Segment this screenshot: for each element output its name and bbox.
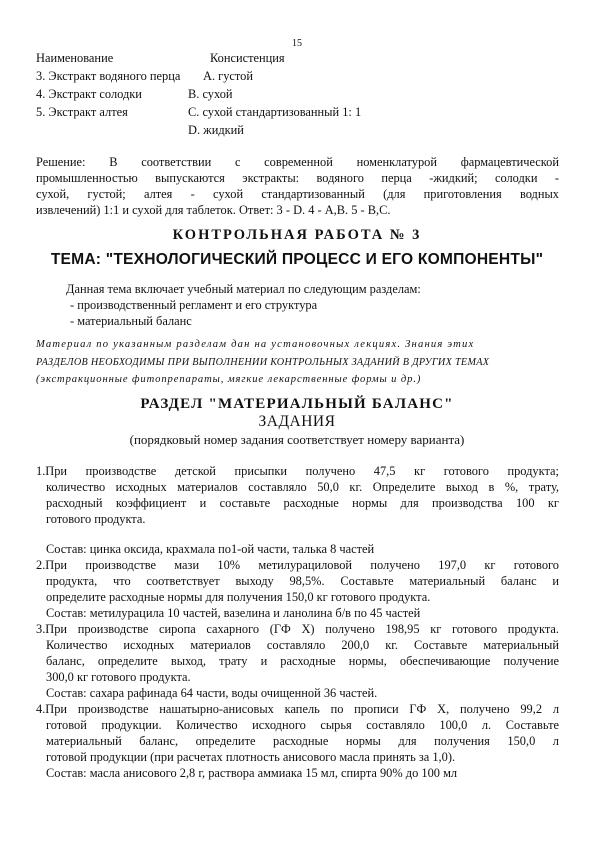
task-item	[36, 621, 559, 685]
task-composition: Состав: цинка оксида, крахмала по1-ой части, талька 8 частей	[46, 542, 375, 556]
matching-row-right: D. жидкий	[188, 123, 244, 137]
section-list-item: - производственный регламент и его структура	[70, 298, 318, 312]
matching-row-right: A. густой	[203, 69, 253, 83]
task-line: 1.При производстве детской присыпки получено 47,5 кг готового продукта;	[36, 464, 559, 478]
task-line: определите расходные нормы для получения 150,0 кг готового продукта.	[46, 590, 431, 604]
italic-note-line: (экстракционные фитопрепараты, мягкие лекарственные формы и др.)	[36, 374, 422, 385]
control-work-title: КОНТРОЛЬНАЯ РАБОТА № 3	[172, 227, 422, 243]
task-line: баланс, определите выход, трату и расходные нормы, обеспечивающие получение	[46, 654, 559, 668]
task-line: готового продукта.	[46, 512, 146, 526]
matching-row-left: 5. Экстракт алтея	[36, 105, 128, 119]
task-item	[36, 557, 559, 605]
task-line: 4.При производстве нашатырно-анисовых капель по прописи ГФ X, получено 99,2 л	[36, 702, 559, 716]
tasks-heading: ЗАДАНИЯ	[258, 413, 336, 430]
task-line: количество исходных материалов составляло 50,0 кг. Определите выход в %, трату,	[46, 480, 559, 494]
task-line: Количество исходных материалов составляло 200,0 кг. Составьте материальный	[46, 638, 559, 652]
task-line: 3.При производстве сиропа сахарного (ГФ X) получено 198,95 кг готового продукта.	[36, 622, 559, 636]
theme-title: ТЕМА: "ТЕХНОЛОГИЧЕСКИЙ ПРОЦЕСС И ЕГО КОМПОНЕНТЫ"	[50, 251, 544, 268]
task-composition: Состав: сахара рафинада 64 части, воды очищенной 36 частей.	[46, 686, 378, 700]
task-item	[36, 463, 559, 527]
matching-row-right: B. сухой	[188, 87, 233, 101]
task-line: продукта, что соответствует выходу 98,5%. Составьте материальный баланс и	[46, 574, 559, 588]
section-list-item: - материальный баланс	[70, 314, 192, 328]
task-line: готовой продукции (при расчетах плотность анисового масла принять за 1,0).	[46, 750, 456, 764]
solution-line: извлечений) 1:1 и сухой для таблеток. Ответ: 3 - D. 4 - А,В. 5 - В,С.	[36, 203, 391, 217]
section-title: РАЗДЕЛ "МАТЕРИАЛЬНЫЙ БАЛАНС"	[140, 396, 454, 412]
solution-line: Решение: В соответствии с современной номенклатурой фармацевтической	[36, 155, 559, 169]
task-line: 2.При производстве мази 10% метилурациловой получено 197,0 кг готового	[36, 558, 559, 572]
matching-header-consistency: Консистенция	[210, 51, 285, 65]
matching-row-right: C. сухой стандартизованный 1: 1	[188, 105, 362, 119]
task-line: расходный коэффициент и составьте расходные нормы для производства 100 кг	[46, 496, 559, 510]
solution-line: промышленностью выпускаются экстракты: водяного перца -жидкий; солодки -	[36, 171, 559, 185]
page-number: 15	[292, 38, 302, 49]
italic-note-line: РАЗДЕЛОВ НЕОБХОДИМЫ ПРИ ВЫПОЛНЕНИИ КОНТРОЛЬНЫХ ЗАДАНИЙ В ДРУГИХ ТЕМАХ	[36, 357, 490, 368]
solution-paragraph	[36, 154, 559, 218]
tasks-subheading: (порядковый номер задания соответствует номеру варианта)	[129, 432, 465, 447]
task-line: материальный баланс, определите расходные нормы для получения 150,0 л	[46, 734, 559, 748]
task-line: готовой продукции. Количество исходного сырья составляло 100,0 л. Составьте	[46, 718, 559, 732]
matching-header-name: Наименование	[36, 51, 114, 65]
task-line: 300,0 кг готового продукта.	[46, 670, 191, 684]
task-composition: Состав: масла анисового 2,8 г, раствора аммиака 15 мл, спирта 90% до 100 мл	[46, 766, 458, 780]
matching-row-left: 4. Экстракт солодки	[36, 87, 142, 101]
task-composition: Состав: метилурацила 10 частей, вазелина и ланолина б/в по 45 частей	[46, 606, 421, 620]
italic-note-line: Материал по указанным разделам дан на установочных лекциях. Знания этих	[36, 339, 475, 350]
task-item	[36, 701, 559, 765]
solution-line: сухой, густой; алтея - сухой стандартизованный (для приготовления водных	[36, 187, 559, 201]
intro-text: Данная тема включает учебный материал по следующим разделам:	[66, 282, 421, 296]
matching-row-left: 3. Экстракт водяного перца	[36, 69, 181, 83]
